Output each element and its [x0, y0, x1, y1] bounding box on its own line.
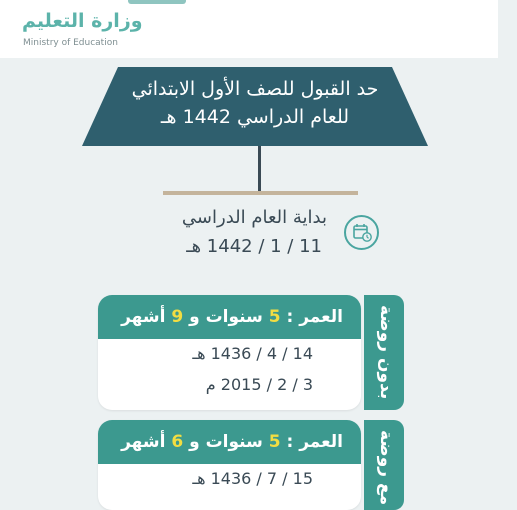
calendar-clock-icon	[344, 215, 379, 250]
age-years: 5	[268, 432, 281, 452]
ministry-logo-arabic: وزارة التعليم	[22, 10, 143, 32]
top-panel	[0, 0, 498, 58]
hijri-date: 14 / 4 / 1436 هـ	[192, 344, 313, 363]
gregorian-date: 3 / 2 / 2015 م	[205, 375, 313, 394]
ministry-logo-english: Ministry of Education	[23, 38, 118, 48]
logo-top-sliver	[128, 0, 186, 4]
age-card-with-kindergarten	[98, 420, 361, 510]
connector-bar	[163, 191, 358, 195]
age-months: 9	[171, 307, 184, 327]
age-months-word: أشهر	[121, 432, 172, 452]
academic-year-title: بداية العام الدراسي	[181, 207, 327, 228]
age-prefix: العمر :	[280, 432, 343, 452]
age-prefix: العمر :	[280, 307, 343, 327]
header-line-1: حد القبول للصف الأول الابتدائي	[131, 78, 379, 100]
tab-without-kindergarten	[364, 295, 404, 410]
header-banner	[78, 67, 432, 146]
tab-label: مع روضة	[376, 430, 396, 506]
tab-label: بدون روضة	[376, 305, 396, 400]
age-years: 5	[268, 307, 281, 327]
card-age-header	[98, 420, 361, 464]
age-card-without-kindergarten	[98, 295, 361, 410]
age-months-word: أشهر	[121, 307, 172, 327]
age-months: 6	[171, 432, 184, 452]
card-age-header	[98, 295, 361, 339]
header-text	[78, 75, 432, 131]
connector-stem	[258, 146, 261, 191]
academic-year-date: 11 / 1 / 1442 هـ	[186, 236, 322, 257]
age-years-word: سنوات و	[183, 307, 269, 327]
header-line-2: للعام الدراسي 1442 هـ	[160, 106, 350, 128]
age-years-word: سنوات و	[183, 432, 269, 452]
tab-with-kindergarten	[364, 420, 404, 510]
hijri-date: 15 / 7 / 1436 هـ	[192, 469, 313, 488]
